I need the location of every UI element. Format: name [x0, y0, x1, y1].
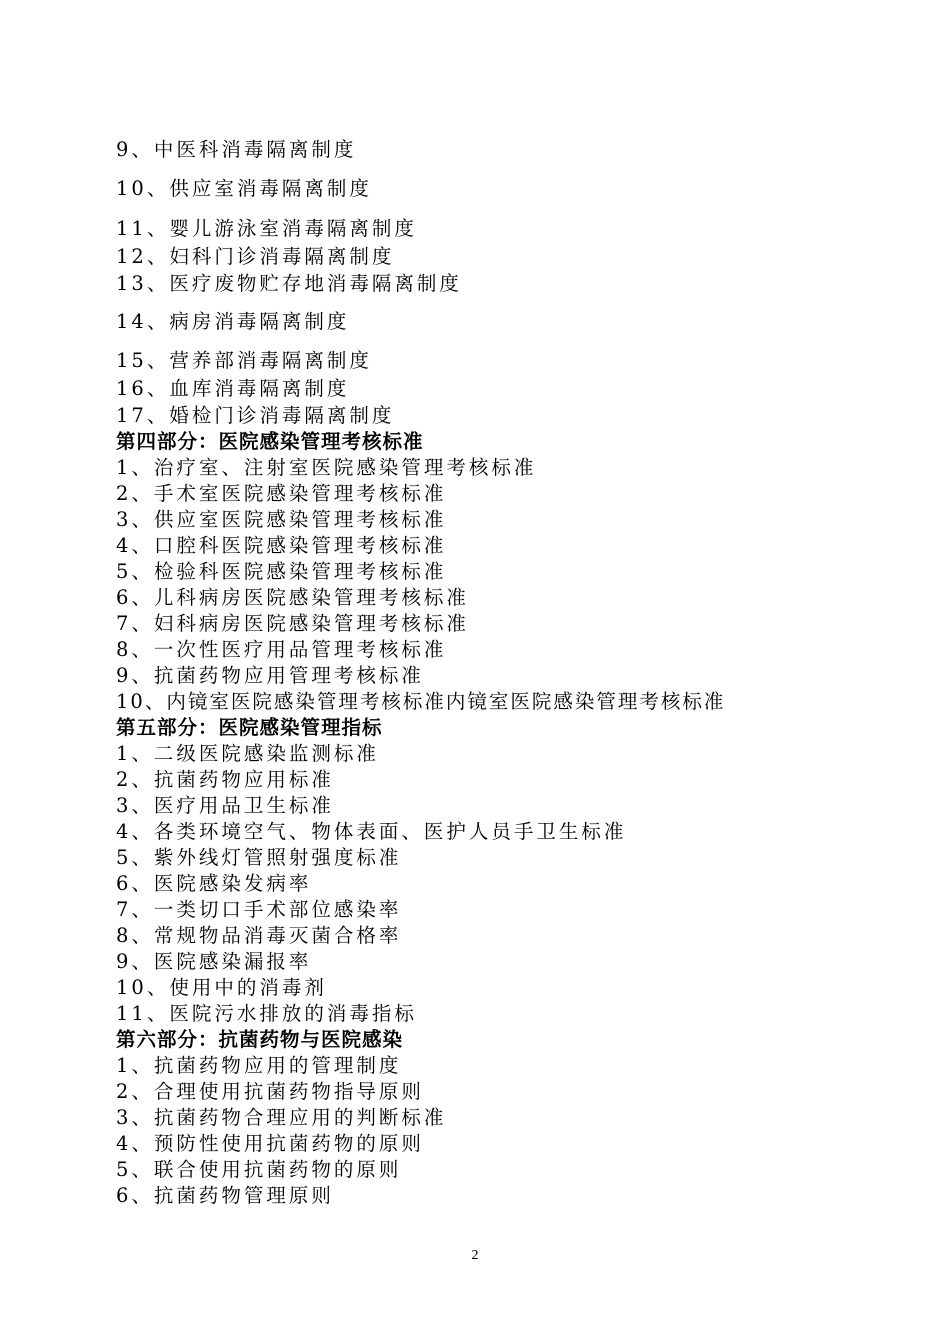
list-item: 11、婴儿游泳室消毒隔离制度 — [116, 217, 417, 240]
list-item: 16、血库消毒隔离制度 — [116, 377, 350, 400]
list-item: 2、合理使用抗菌药物指导原则 — [116, 1080, 424, 1103]
list-item: 14、病房消毒隔离制度 — [116, 310, 350, 333]
list-item: 7、一类切口手术部位感染率 — [116, 898, 402, 921]
list-item: 8、常规物品消毒灭菌合格率 — [116, 924, 402, 947]
list-item: 1、治疗室、注射室医院感染管理考核标准 — [116, 456, 537, 479]
list-item: 8、一次性医疗用品管理考核标准 — [116, 638, 447, 661]
list-item: 9、抗菌药物应用管理考核标准 — [116, 664, 424, 687]
list-item: 17、婚检门诊消毒隔离制度 — [116, 404, 395, 427]
list-item: 3、抗菌药物合理应用的判断标准 — [116, 1106, 447, 1129]
list-item: 6、儿科病房医院感染管理考核标准 — [116, 586, 469, 609]
list-item: 10、供应室消毒隔离制度 — [116, 177, 372, 200]
list-item: 4、口腔科医院感染管理考核标准 — [116, 534, 447, 557]
list-item: 13、医疗废物贮存地消毒隔离制度 — [116, 272, 462, 295]
list-item: 4、预防性使用抗菌药物的原则 — [116, 1132, 424, 1155]
list-item: 5、紫外线灯管照射强度标准 — [116, 846, 402, 869]
list-item: 7、妇科病房医院感染管理考核标准 — [116, 612, 469, 635]
list-item: 9、医院感染漏报率 — [116, 950, 312, 973]
list-item: 3、医疗用品卫生标准 — [116, 794, 334, 817]
list-item: 6、医院感染发病率 — [116, 872, 312, 895]
section-heading: 第五部分：医院感染管理指标 — [116, 716, 383, 739]
list-item: 2、抗菌药物应用标准 — [116, 768, 334, 791]
list-item: 11、医院污水排放的消毒指标 — [116, 1002, 417, 1025]
list-item: 1、抗菌药物应用的管理制度 — [116, 1054, 402, 1077]
list-item: 10、使用中的消毒剂 — [116, 976, 327, 999]
list-item: 3、供应室医院感染管理考核标准 — [116, 508, 447, 531]
list-item: 1、二级医院感染监测标准 — [116, 742, 379, 765]
list-item: 9、中医科消毒隔离制度 — [116, 138, 357, 161]
list-item: 15、营养部消毒隔离制度 — [116, 349, 372, 372]
list-item: 4、各类环境空气、物体表面、医护人员手卫生标准 — [116, 820, 627, 843]
list-item: 10、内镜室医院感染管理考核标准内镜室医院感染管理考核标准 — [116, 690, 726, 713]
page-number: 2 — [471, 1248, 479, 1263]
list-item: 6、抗菌药物管理原则 — [116, 1184, 334, 1207]
list-item: 5、检验科医院感染管理考核标准 — [116, 560, 447, 583]
list-item: 12、妇科门诊消毒隔离制度 — [116, 245, 395, 268]
list-item: 2、手术室医院感染管理考核标准 — [116, 482, 447, 505]
section-heading: 第四部分：医院感染管理考核标准 — [116, 430, 424, 453]
list-item: 5、联合使用抗菌药物的原则 — [116, 1158, 402, 1181]
section-heading: 第六部分：抗菌药物与医院感染 — [116, 1028, 404, 1051]
